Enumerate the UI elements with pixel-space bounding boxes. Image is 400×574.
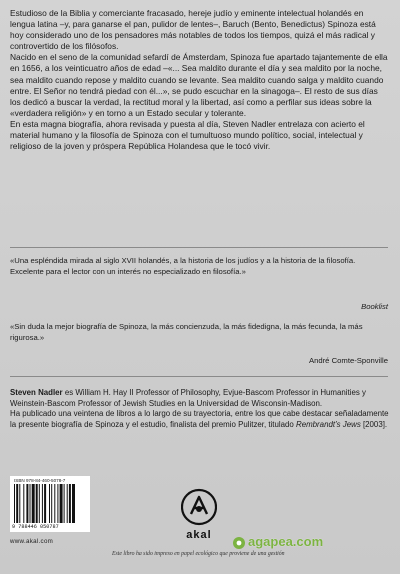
review-quote-2: «Sin duda la mejor biografía de Spinoza, la más concienzuda, la más fidedigna, la más fecunda, la más rigurosa.» bbox=[10, 322, 363, 342]
akal-circle-logo bbox=[181, 487, 217, 547]
author-name: Steven Nadler bbox=[10, 388, 63, 397]
barcode-number: 9 788446 050787 bbox=[12, 524, 59, 530]
publisher-website: www.akal.com bbox=[10, 538, 54, 545]
akal-logo-mark bbox=[181, 487, 217, 527]
author-bio bbox=[10, 388, 390, 431]
divider-bottom bbox=[10, 376, 388, 377]
synopsis-paragraph-1: Estudioso de la Biblia y comerciante fracasado, hereje judío y eminente intelectual holandés en lengua latina –y, para ganarse el pan, pulidor de lentes–, Baruch (Bento, Benedictus) Spinoza está hoy considerado uno de los pensadores más notables de todos los tiempos, quizá el más radical y controvertido de los filósofos. bbox=[10, 8, 376, 52]
review-source-2: André Comte-Sponville bbox=[308, 356, 388, 365]
agapea-dot-icon bbox=[232, 536, 246, 550]
author-works-text: Ha publicado una veintena de libros a lo largo de su trayectoria, entre los que cabe destacar señaladamente la presente biografía de Spinoza y el estudio, finalista del premio Pulitzer, titulado bbox=[10, 409, 389, 430]
publisher-logo-word: akal bbox=[186, 529, 212, 541]
synopsis-paragraph-2: Nacido en el seno de la comunidad sefardí de Ámsterdam, Spinoza fue apartado tajantemente de ella en 1656, a los veinticuatro años de edad –«... Sea maldito durante el día y sea maldito por la noche, sea maldito cuando repose y maldito cuando se levante. Sea maldito cuando salga y maldito cuando entre. El Señor no tendrá piedad con él...», se pudo escuchar en la sinagoga–. El resto de sus días los dedicó a buscar la verdad, la rectitud moral y la libertad, así como a perfilar sus ideas sobre la «verdadera religión» y en torno a un Estado secular y tolerante. bbox=[10, 52, 388, 118]
barcode-bars bbox=[14, 484, 86, 523]
author-bio-paragraph bbox=[10, 388, 390, 409]
review-quote-1: «Una espléndida mirada al siglo XVII holandés, a la historia de los judíos y a la historia de la filosofía. Excelente para el lector con un interés no especializado en filosofía.» bbox=[10, 256, 356, 276]
isbn-label: ISBN 978-84-460-5078-7 bbox=[14, 478, 66, 483]
synopsis bbox=[10, 8, 390, 152]
review-source-1: Booklist bbox=[361, 302, 388, 311]
author-works-paragraph bbox=[10, 409, 390, 430]
author-works-year: [2003]. bbox=[360, 420, 388, 430]
divider-top bbox=[10, 247, 388, 248]
barcode bbox=[10, 476, 90, 532]
print-note: Este libro ha sido impreso en papel ecológico que proviene de una gestión bbox=[112, 551, 285, 557]
watermark-text: agapea.com bbox=[248, 534, 324, 549]
author-bio-text: es William H. Hay II Professor of Philosophy, Evjue-Bascom Professor in Humanities y Weinstein-Bascom Professor of Jewish Studies en la Universidad de Wisconsin-Madison. bbox=[10, 388, 366, 408]
author-works-title: Rembrandt’s Jews bbox=[296, 420, 361, 430]
synopsis-paragraph-3: En esta magna biografía, ahora revisada y puesta al día, Steven Nadler entrelaza con acierto el material humano y la filosofía de Spinoza con el tumultuoso mundo político, social, intelectual y religioso de la joven y próspera República Holandesa que le tocó vivir. bbox=[10, 118, 365, 152]
